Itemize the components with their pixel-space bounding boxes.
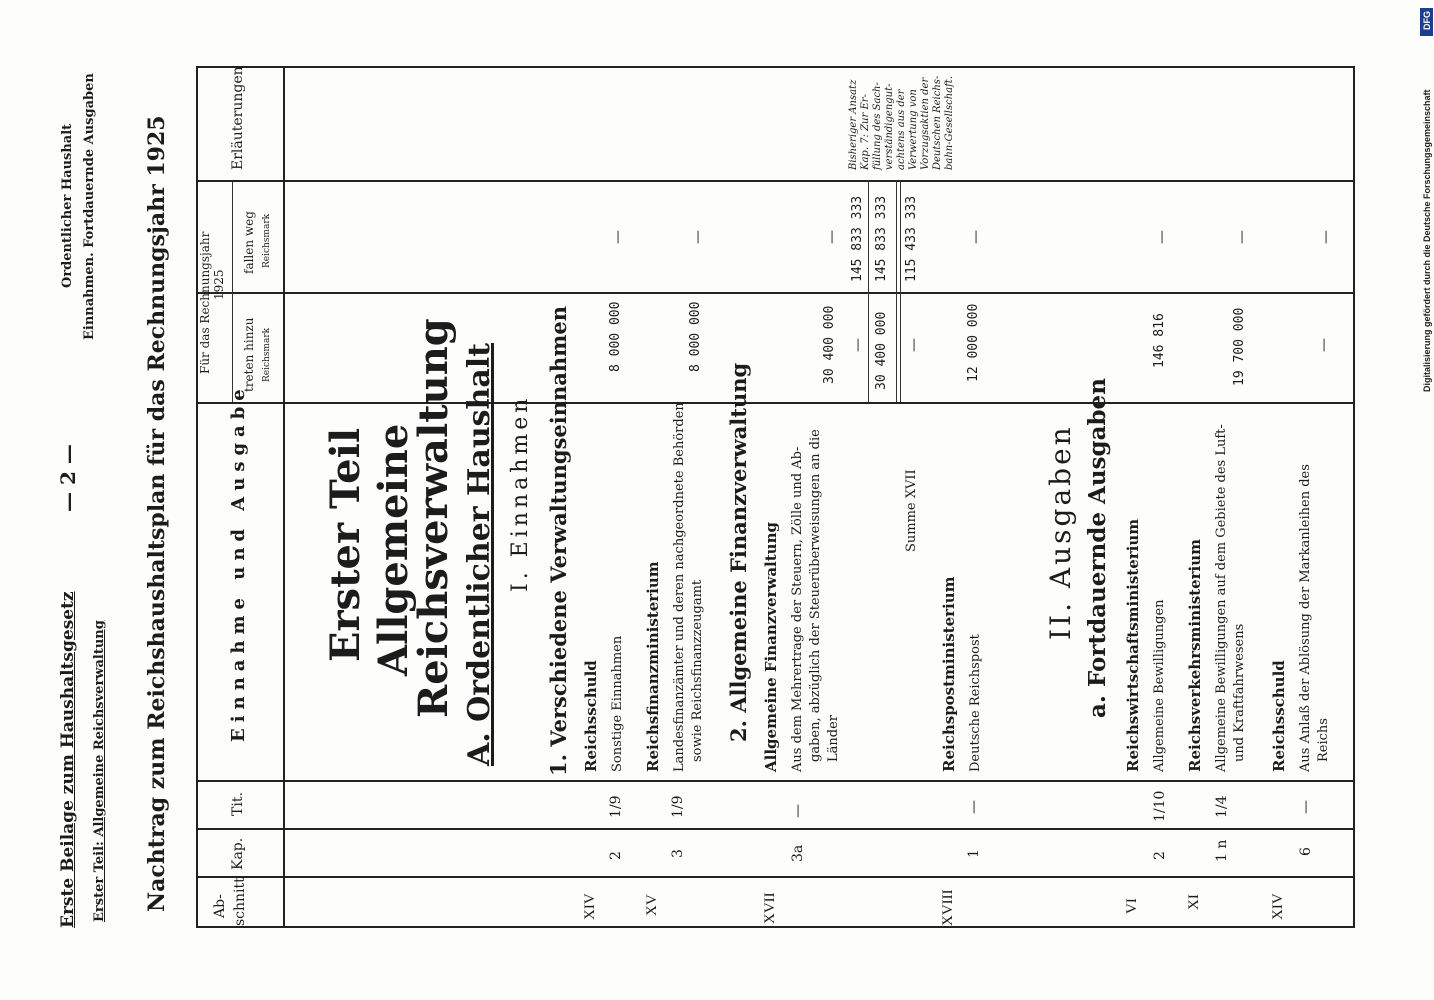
row-2-weg: — [690,230,706,244]
row-1-hinzu: 8 000 000 [608,301,623,372]
col-header-erlaeuterungen: Erläuterungen [230,66,246,170]
col-header-hinzu-unit: Reichsmark [262,327,272,382]
row-5-tit: 1/10 [1152,790,1168,822]
row-6-hinzu: 19 700 000 [1232,307,1247,386]
summe-xvii-weg: 115 433 333 [904,195,919,282]
row-7-kap: 6 [1298,847,1314,856]
row-5-ministry: Reichswirtschaftsministerium [1124,518,1142,772]
row-6-tit: 1/4 [1214,795,1230,818]
row-4-tit: — [966,800,982,814]
budget-subtype-label: Einnahmen. Fortdauernde Ausgaben [82,73,97,340]
row-2-text-2: sowie Reichsfinanzzeugamt [690,579,705,762]
subtotal-line-weg: 145 833 333 [874,195,889,282]
administration-heading-1: Allgemeine [370,423,417,676]
row-4-ministry: Reichspostministerium [940,576,958,772]
table-left-rule [196,66,198,928]
administration-heading-2: Reichsverwaltung [410,318,457,718]
col-header-einnahme: Einnahme und Ausgabe [228,383,249,742]
dfg-credit: Digitalisierung gefördert durch die Deutsche Forschungsgemeinschaft [1422,89,1432,392]
col-header-tit: Tit. [230,792,246,816]
note-line-5: achtens aus der [896,89,907,170]
recurring-expenditure-heading: a. Fortdauernde Ausgaben [1084,378,1111,718]
table-bottom-rule [196,926,1354,928]
note-line-9: bahn-Gesellschaft. [944,75,955,170]
row-1-tit: 1/9 [608,795,624,818]
col-header-hinzu: treten hinzu [242,317,256,392]
row-4-weg: — [968,230,984,244]
row-6-abschnitt: XI [1186,894,1202,910]
subtotal-line-hinzu: 30 400 000 [874,311,889,390]
subtotal-rule-2 [868,180,869,292]
row-3-weg: — [824,230,840,244]
note-line-2: Kap. 7: Zur Er- [860,94,871,170]
col-rule-kap [196,828,1354,830]
row-2-abschnitt: XV [644,894,660,916]
row-6-ministry: Reichsverkehrsministerium [1186,538,1204,772]
row-2-tit: 1/9 [670,795,686,818]
row-1-weg: — [610,230,626,244]
row-2-ministry: Reichsfinanzministerium [644,561,662,772]
summe-xvii-hinzu: — [906,338,922,352]
row-3-hinzu: 30 400 000 [822,305,837,384]
row-6-text-2: und Kraftfahrwesens [1232,623,1247,762]
row-5-kap: 2 [1152,851,1168,860]
col-rule-tit [196,780,1354,782]
row-3-text-2: gaben, abzüglich der Steuerüberweisungen an die [808,429,823,762]
note-line-3: füllung des Sach- [872,82,883,170]
row-3-kap: 3a [790,844,806,862]
row-5-text-1: Allgemeine Bewilligungen [1152,599,1167,772]
row-1-abschnitt: XIV [582,893,598,920]
row-5-abschnitt: VI [1124,898,1140,914]
revenue-heading: I. Einnahmen [508,394,533,592]
col-header-kap: Kap. [230,837,246,870]
summe-xvii-label: Summe XVII [904,469,919,552]
misc-revenue-heading: 1. Verschiedene Verwaltungseinnahmen [546,305,571,776]
row-3-text-3: Länder [826,715,841,762]
dfg-logo-text: DFG [1422,11,1432,30]
page-number: — 2 — [56,444,80,512]
row-4-kap: 1 [966,849,982,858]
budget-heading: A. Ordentlicher Haushalt [462,342,497,766]
note-line-6: Verwertung von [908,89,919,170]
row-3-tit: — [790,804,806,818]
col-header-weg: fallen weg [242,211,256,274]
col-header-abschnitt-2: schnitt [232,877,248,926]
subtotal-rule-3 [896,180,897,402]
row-2-hinzu: 8 000 000 [688,301,703,372]
col-rule-einnahme [196,402,1354,404]
row-1-text-1: Sonstige Einnahmen [610,635,625,772]
row-7-abschnitt: XIV [1270,893,1286,920]
row-5-hinzu: 146 816 [1152,313,1167,368]
row-3-abschnitt: XVII [762,892,778,924]
part-subtitle: Erster Teil: Allgemeine Reichsverwaltung [92,620,107,922]
col-rule-weg [196,180,1354,182]
row-7-ministry: Reichsschuld [1270,660,1288,772]
row-6-text-1: Allgemeine Bewilligungen auf dem Gebiete des Luft- [1214,424,1229,772]
finance-admin-heading: 2. Allgemeine Finanzverwaltung [726,362,751,742]
col-header-group-2: 1925 [212,269,226,300]
note-line-1: Bisheriger Ansatz [848,79,859,170]
row-4-abschnitt: XVIII [940,889,956,926]
col-header-abschnitt-1: Ab- [212,894,228,918]
row-7-tit: — [1298,800,1314,814]
expenditure-heading: II. Ausgaben [1044,424,1077,640]
col-header-group-1: Für das Rechnungsjahr [198,231,212,374]
row-3-ministry: Allgemeine Finanzverwaltung [762,522,780,772]
row-5-weg: — [1154,230,1170,244]
table-top-rule [196,66,1354,68]
note-line-4: verständigengut- [884,83,895,170]
subtotal-rule-4 [900,180,901,402]
note-line-7: Vorzugsaktien der [920,77,931,170]
table-right-rule [1353,66,1355,928]
row-4-text-1: Deutsche Reichspost [968,634,983,772]
row-7-hinzu: — [1316,338,1332,352]
subtotal-hinzu-dash: — [850,338,866,352]
part-heading: Erster Teil [322,427,369,662]
subtotal-weg-extra: 145 833 333 [850,195,865,282]
supplement-title: Erste Beilage zum Haushaltsgesetz [58,591,78,928]
col-rule-hinzu [196,292,1354,294]
row-7-text-2: Reichs [1316,718,1331,762]
document-title: Nachtrag zum Reichshaushaltsplan für das Rechnungsjahr 1925 [144,115,170,912]
row-1-kap: 2 [608,851,624,860]
note-line-8: Deutschen Reichs- [932,75,943,170]
row-3-text-1: Aus dem Mehrertrage der Steuern, Zölle und Ab- [790,446,805,772]
group-header-rule [232,182,233,402]
row-7-text-1: Aus Anlaß der Ablösung der Markanleihen des [1298,464,1313,772]
row-7-weg: — [1318,230,1334,244]
col-rule-abschnitt [196,876,1354,878]
budget-type-label: Ordentlicher Haushalt [60,123,75,288]
row-2-text-1: Landesfinanzämter und deren nachgeordnete Behörden [672,402,687,772]
row-2-kap: 3 [670,849,686,858]
row-1-ministry: Reichsschuld [582,660,600,772]
row-4-hinzu: 12 000 000 [966,303,981,382]
row-6-kap: 1 n [1214,839,1230,862]
header-body-rule [283,66,285,928]
subtotal-rule-1 [868,292,869,402]
col-header-weg-unit: Reichsmark [262,213,272,268]
row-6-weg: — [1234,230,1250,244]
